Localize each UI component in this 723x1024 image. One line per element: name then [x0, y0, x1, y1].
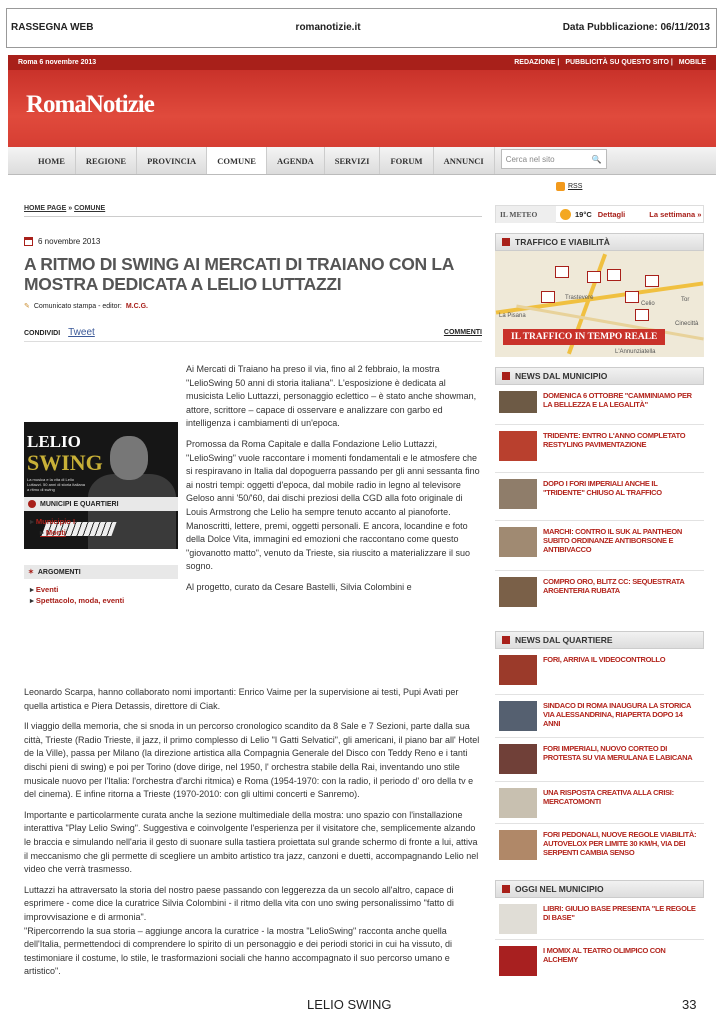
meteo-details-link[interactable]: Dettagli — [597, 209, 626, 219]
list-item[interactable]: COMPRO ORO, BLITZ CC: SEQUESTRATA ARGENTERIA RUBATA — [495, 571, 704, 619]
oggi-list — [495, 898, 704, 980]
list-item[interactable]: I MOMIX AL TEATRO OLIMPICO CON ALCHEMY — [495, 940, 704, 980]
argomenti-header: ✶ ARGOMENTI — [24, 565, 178, 579]
news-thumbnail — [499, 431, 537, 461]
list-item[interactable]: DOPO I FORI IMPERIALI ANCHE IL "TRIDENTE" CHIUSO AL TRAFFICO — [495, 473, 704, 521]
main-nav — [8, 147, 716, 175]
list-item[interactable]: LIBRI: GIULIO BASE PRESENTA "LE REGOLE DI BASE" — [495, 898, 704, 940]
list-item[interactable]: MARCHI: CONTRO IL SUK AL PANTHEON SUBITO ORDINANZE ANTIBORSONE E ANTIBIVACCO — [495, 521, 704, 571]
news-icon — [502, 372, 510, 380]
paragraph: Importante e particolarmente curata anche la sezione multimediale della mostra: uno spazio con l'installazione interattiva "Play Lelio Swing". Suggestiva e coinvolgente l'esperienza per il visitatore che, semplicemente alzando le braccia e simulando nell'aria il gesto di suonare sulla tastiera proiettata sul grande schermo di fronte a lui, attiva il meccanismo che gli permette di scegliere un ambito artistico tra jazz, canzoni e duetti, accompagnando Lelio nel video che verrà trasmesso. — [24, 809, 479, 875]
article-body-full — [24, 686, 482, 980]
article-date — [24, 237, 482, 246]
link-redazione[interactable]: REDAZIONE | — [514, 59, 560, 66]
article-date-text: 6 novembre 2013 — [38, 237, 101, 246]
traffic-sign-icon[interactable] — [625, 291, 639, 303]
pin-icon: ✶ — [28, 569, 34, 576]
list-item[interactable]: DOMENICA 6 OTTOBRE "CAMMINIAMO PER LA BELLEZZA E LA LEGALITÀ" — [495, 385, 704, 425]
byline — [24, 302, 482, 310]
calendar-icon — [24, 237, 33, 246]
photo-caption: La musica e la vita di Lelio Luttazzi. 50 anni di storia italiana a ritmo di swing — [27, 477, 86, 492]
nav-servizi[interactable]: SERVIZI — [325, 147, 381, 174]
nav-forum[interactable]: FORUM — [380, 147, 433, 174]
paragraph: Il viaggio della memoria, che si snoda in un percorso cronologico scandito da 8 Sale e 7 Sezioni, parte dalla sua città, Trieste (Radio Trieste, il jazz, il primo complesso di Lelio "I Gatti Selvatici", gli americani, il piano bar all' Hotel de la Ville), passa per Milano (la direzione artistica alla Compagnia Generale del Disco con Teddy Reno e i tanti dischi pieni di swing) e poi per Torino (dove dirige, nel 1950, l' orchestra stabile della Rai, inventando uno stile musicale nuovo per l'Italia: l'orchestra d'archi ritmica) e Roma (1954-1970: con la radio, il periodo d' oro della tv e del cinema). E infine ritorna a Trieste (1970-2010: con gli ultimi concerti e Sanremo). — [24, 721, 480, 800]
list-item[interactable]: FORI, ARRIVA IL VIDEOCONTROLLO — [495, 649, 704, 695]
rss-icon — [556, 182, 565, 191]
website-capture — [8, 55, 716, 980]
news-municipio-list — [495, 385, 704, 619]
press-site: romanotizie.it — [295, 22, 361, 33]
argomento-eventi[interactable]: ▸ Eventi — [30, 585, 178, 594]
breadcrumb — [24, 205, 482, 217]
top-bar-date: Roma 6 novembre 2013 — [18, 59, 97, 66]
top-bar — [8, 55, 716, 70]
comments-link[interactable]: COMMENTI — [443, 329, 482, 336]
traffic-sign-icon[interactable] — [635, 309, 649, 321]
calendar-icon — [502, 885, 510, 893]
municipio-link[interactable]: ▸ Municipio I — [30, 517, 178, 526]
article-title: A RITMO DI SWING AI MERCATI DI TRAIANO CON LA MOSTRA DEDICATA A LELIO LUTTAZZI — [24, 254, 454, 294]
photo-title-swing: SWING — [27, 450, 103, 475]
news-quartiere-list — [495, 649, 704, 872]
oggi-header: OGGI NEL MUNICIPIO — [495, 880, 704, 898]
meteo-widget — [495, 205, 704, 223]
nav-annunci[interactable]: ANNUNCI — [434, 147, 495, 174]
traffico-header: TRAFFICO E VIABILITÀ — [495, 233, 704, 251]
list-item[interactable]: TRIDENTE: ENTRO L'ANNO COMPLETATO RESTYLING PAVIMENTAZIONE — [495, 425, 704, 473]
news-thumbnail — [499, 655, 537, 685]
list-item[interactable]: FORI IMPERIALI, NUOVO CORTEO DI PROTESTA SU VIA MERULANA E LABICANA — [495, 738, 704, 782]
nav-home[interactable]: HOME — [28, 147, 76, 174]
breadcrumb-section[interactable]: COMUNE — [74, 205, 106, 212]
map-label: La Pisana — [499, 313, 526, 319]
list-item[interactable]: FORI PEDONALI, NUOVE REGOLE VIABILITÀ: AUTOVELOX PER LIMITE 30 KM/H, VIA DEI SERPENTI CAMBIA SENSO — [495, 824, 704, 872]
photo-figure-face — [110, 436, 148, 480]
quartiere-link[interactable]: ▸ Monti — [30, 528, 178, 537]
paragraph: Leonardo Scarpa, hanno collaborato nomi importanti: Enrico Vaime per la supervisione ai testi, Pupi Avati per quella artistica e Piera Detassis, direttore di Ciak. — [24, 687, 459, 711]
news-thumbnail — [499, 479, 537, 509]
press-date: Data Pubblicazione: 06/11/2013 — [562, 22, 710, 33]
rss-link[interactable] — [556, 182, 582, 191]
press-source-type: RASSEGNA WEB — [11, 22, 94, 33]
traffic-sign-icon[interactable] — [541, 291, 555, 303]
article-body-side — [186, 363, 480, 595]
traffic-realtime-button[interactable]: IL TRAFFICO IN TEMPO REALE — [503, 329, 665, 345]
rss-label: RSS — [568, 183, 583, 190]
page-number: 33 — [682, 997, 697, 1012]
pencil-icon: ✎ — [24, 303, 30, 310]
sidebar — [495, 205, 704, 980]
news-thumbnail — [499, 744, 537, 774]
byline-editor: M.C.G. — [125, 302, 148, 310]
map-label: Trastevere — [565, 295, 594, 301]
breadcrumb-separator: » — [68, 205, 73, 212]
press-header — [6, 8, 717, 48]
paragraph: Luttazzi ha attraversato la storia del nostro paese passando con leggerezza da un secolo all'altro, capace di esprimere - come dice la curatrice Silvia Colombini - il ritmo della vita con uno swing personalissimo "fatto di improvvisazione e di armonia". "Ripercorrendo la sua storia – aggiunge ancora la curatrice - la mostra "LelioSwing" racconta anche quella dell'Italia, permettendoci di comprendere lo spirito di un personaggio e dei periodi storici in cui ha vissuto, di testimoniare il costume, lo stile, le trasformazioni sociali che hanno accompagnato il suo percorso umano e artistico". — [24, 884, 454, 977]
municipi-icon — [28, 500, 36, 508]
share-label: CONDIVIDI — [24, 330, 61, 337]
list-item[interactable]: SINDACO DI ROMA INAUGURA LA STORICA VIA ALESSANDRINA, RIAPERTA DOPO 14 ANNI — [495, 695, 704, 738]
sun-icon — [560, 209, 571, 220]
traffic-sign-icon[interactable] — [645, 275, 659, 287]
meteo-label: IL METEO — [496, 206, 556, 223]
breadcrumb-home[interactable]: HOME PAGE — [24, 205, 67, 212]
paragraph: Al progetto, curato da Cesare Bastelli, Silvia Colombini e — [186, 581, 412, 592]
map-label: L'Annunziatella — [615, 349, 656, 355]
nav-provincia[interactable]: PROVINCIA — [137, 147, 207, 174]
search-input[interactable] — [501, 149, 607, 169]
argomenti-box — [24, 565, 178, 607]
article — [24, 205, 482, 342]
municipi-box — [24, 497, 178, 539]
map-label: Celio — [641, 301, 655, 307]
traffic-sign-icon[interactable] — [555, 266, 569, 278]
news-municipio-header: NEWS DAL MUNICIPIO — [495, 367, 704, 385]
paragraph: Ai Mercati di Traiano ha preso il via, fino al 2 febbraio, la mostra "LelioSwing 50 anni di storia italiana". L'esposizione è dedicata al musicista Lelio Luttazzi, personaggio eclettico – è stato anche showman, attore, scrittore – capace di osservare e analizzare con garbo ed intelligenza i cambiamenti di un'epoca. — [186, 364, 477, 429]
nav-comune[interactable]: COMUNE — [207, 147, 267, 174]
byline-text: Comunicato stampa - editor: — [33, 302, 122, 310]
photo-title-lelio: LELIO — [27, 432, 81, 451]
site-logo[interactable]: RomaNotizie — [26, 91, 154, 118]
tweet-button[interactable]: Tweet — [68, 327, 95, 338]
footer-title: LELIO SWING — [307, 997, 392, 1012]
link-mobile[interactable]: MOBILE — [678, 59, 706, 66]
nav-agenda[interactable]: AGENDA — [267, 147, 325, 174]
map-label: Tor — [681, 297, 690, 303]
traffic-map[interactable] — [495, 251, 704, 357]
news-thumbnail — [499, 904, 537, 934]
argomento-spettacolo[interactable]: ▸ Spettacolo, moda, eventi — [30, 596, 178, 605]
traffic-icon — [502, 238, 510, 246]
list-item[interactable]: UNA RISPOSTA CREATIVA ALLA CRISI: MERCATOMONTI — [495, 782, 704, 824]
news-thumbnail — [499, 788, 537, 818]
meteo-temperature: 19°C — [575, 209, 592, 219]
traffic-sign-icon[interactable] — [607, 269, 621, 281]
link-pubblicita[interactable]: PUBBLICITÀ SU QUESTO SITO | — [565, 59, 673, 66]
news-thumbnail — [499, 391, 537, 413]
news-thumbnail — [499, 577, 537, 607]
news-quartiere-header: NEWS DAL QUARTIERE — [495, 631, 704, 649]
news-thumbnail — [499, 830, 537, 860]
map-road — [496, 281, 704, 314]
share-bar — [24, 327, 482, 342]
paragraph: Promossa da Roma Capitale e dalla Fondazione Lelio Luttazzi, "LelioSwing" vuole raccontare i momenti fondamentali e le atmosfere che si respiravano in Italia dal dopoguerra passando per gli anni sessanta fino ai nostri tempi: oggetti d'epoca, dal mobile radio in legno al televisore Geloso anni '50/'60, dai dischi preziosi della CGD alla foto originale di Louis Armstrong che Lelio ha sempre tenuto accanto al pianoforte. Manoscritti, lettere, premi, oggetti personali. E ancora, locandine e foto della Dolce Vita, immagini ed emozioni che raccontano come questo "giovanotto matto", venuto da Trieste, sia riuscito a materializzare il suo sogno. — [186, 438, 480, 572]
meteo-week-link[interactable]: La settimana » — [649, 209, 702, 219]
news-thumbnail — [499, 527, 537, 557]
news-thumbnail — [499, 701, 537, 731]
banner — [8, 70, 716, 147]
search-icon[interactable]: 🔍 — [591, 154, 602, 164]
traffic-sign-icon[interactable] — [587, 271, 601, 283]
nav-regione[interactable]: REGIONE — [76, 147, 137, 174]
map-label: Cinecittà — [675, 321, 699, 327]
municipi-header: MUNICIPI E QUARTIERI — [24, 497, 178, 511]
search-placeholder: Cerca nel sito — [505, 154, 555, 164]
news-icon — [502, 636, 510, 644]
news-thumbnail — [499, 946, 537, 976]
